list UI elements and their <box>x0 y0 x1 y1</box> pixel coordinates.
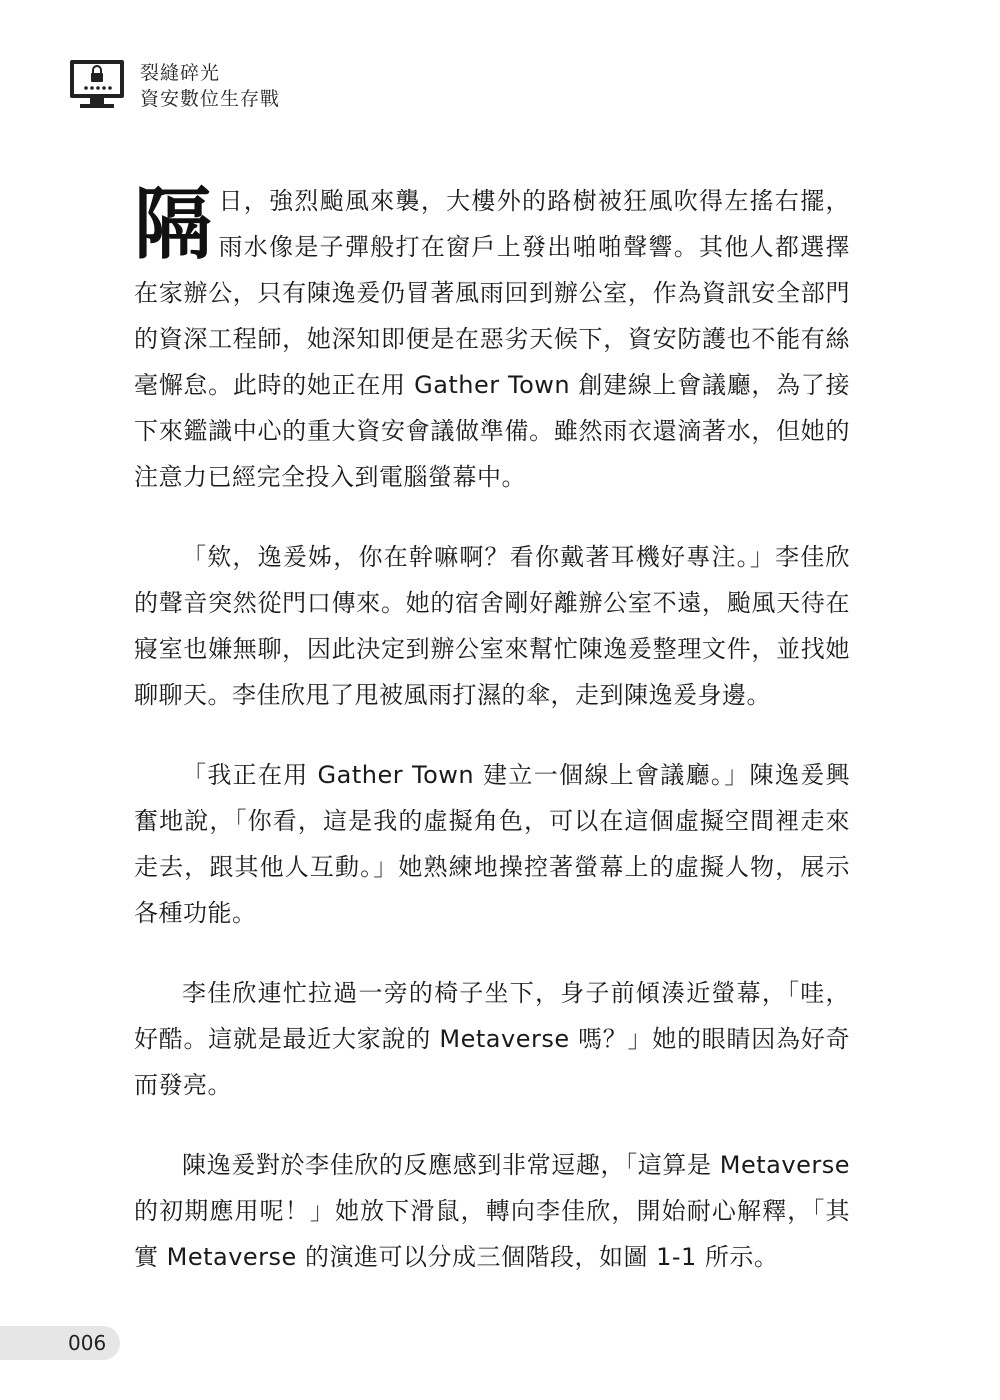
book-subtitle: 資安數位生存戰 <box>140 88 281 110</box>
paragraph-1-text: 日，強烈颱風來襲，大樓外的路樹被狂風吹得左搖右擺，雨水像是子彈般打在窗戶上發出啪啪聲響。其他人都選擇在家辦公，只有陳逸爰仍冒著風雨回到辦公室，作為資訊安全部門的資深工程師，她深知即便是在惡劣天候下，資安防護也不能有絲毫懈怠。此時的她正在用 Gather Town 創建線上會議廳，為了接下來鑑識中心的重大資安會議做準備。雖然雨衣還滴著水，但她的注意力已經完全投入到電腦螢幕中。 <box>134 187 850 491</box>
paragraph-1 <box>134 178 850 500</box>
page-number: 006 <box>68 1331 107 1355</box>
dropcap: 隔 <box>134 180 213 270</box>
body-text <box>134 178 850 1314</box>
computer-lock-icon <box>68 58 126 110</box>
paragraph-4: 李佳欣連忙拉過一旁的椅子坐下，身子前傾湊近螢幕，「哇，好酷。這就是最近大家說的 Metaverse 嗎？」她的眼睛因為好奇而發亮。 <box>134 979 850 1099</box>
book-title: 裂縫碎光 <box>140 62 221 84</box>
paragraph-2: 「欸，逸爰姊，你在幹嘛啊？看你戴著耳機好專注。」李佳欣的聲音突然從門口傳來。她的宿舍剛好離辦公室不遠，颱風天待在寢室也嫌無聊，因此決定到辦公室來幫忙陳逸爰整理文件，並找她聊聊天。李佳欣甩了甩被風雨打濕的傘，走到陳逸爰身邊。 <box>134 543 850 709</box>
paragraph-3: 「我正在用 Gather Town 建立一個線上會議廳。」陳逸爰興奮地說，「你看，這是我的虛擬角色，可以在這個虛擬空間裡走來走去，跟其他人互動。」她熟練地操控著螢幕上的虛擬人物，展示各種功能。 <box>134 761 850 927</box>
paragraph-5: 陳逸爰對於李佳欣的反應感到非常逗趣，「這算是 Metaverse 的初期應用呢！」她放下滑鼠，轉向李佳欣，開始耐心解釋，「其實 Metaverse 的演進可以分成三個階段，如圖 1-1 所示。 <box>134 1151 850 1271</box>
